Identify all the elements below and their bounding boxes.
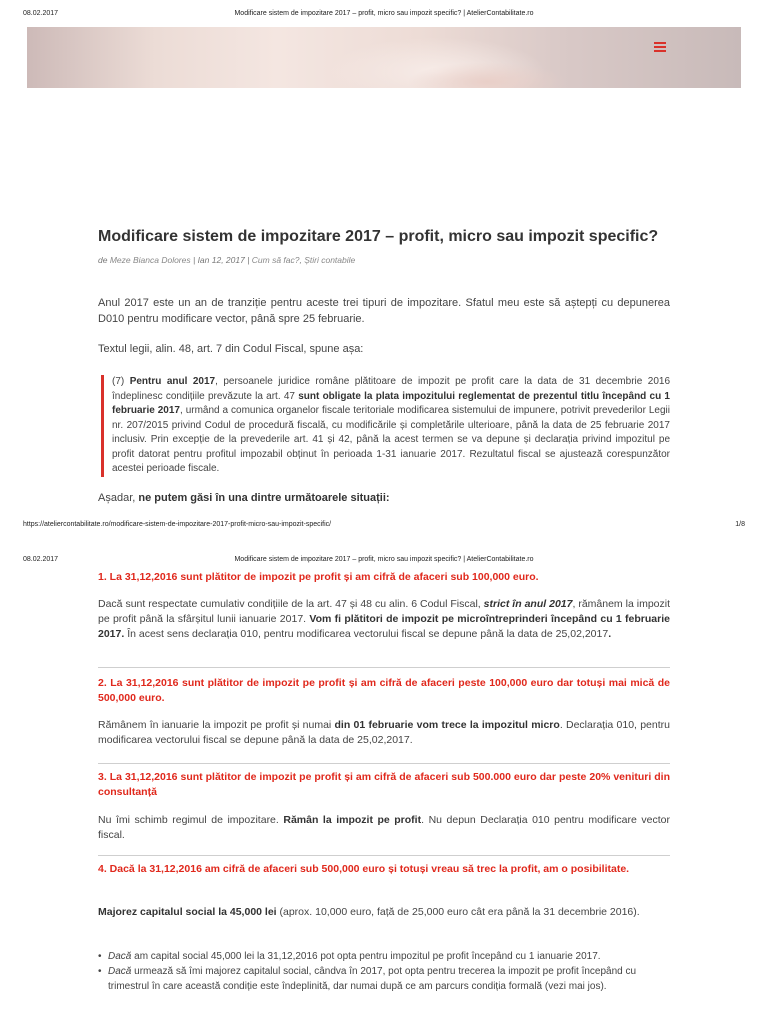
post-date: Ian 12, 2017 [197, 255, 245, 265]
print-date: 08.02.2017 [23, 556, 59, 563]
meta-separator: | [244, 255, 252, 265]
author-link[interactable]: Meze Bianca Dolores [109, 255, 191, 265]
print-title: Modificare sistem de impozitare 2017 – profit, micro sau impozit specific? | AtelierContabilitate.ro [234, 556, 534, 563]
category-link-cum-sa-fac[interactable]: Cum să fac? [251, 255, 300, 265]
print-page-number: 1/8 [735, 521, 745, 528]
article-meta [98, 255, 355, 265]
print-title: Modificare sistem de impozitare 2017 – profit, micro sau impozit specific? | AtelierContabilitate.ro [234, 10, 534, 17]
section-heading-1: 1. La 31,12,2016 sunt plătitor de impozit pe profit și am cifră de afaceri sub 100,000 euro. [98, 571, 539, 583]
section-body-3: Nu îmi schimb regimul de impozitare. Rămân la impozit pe profit. Nu depun Declarația 010 pentru modificare vector fiscal. [98, 814, 670, 841]
divider [98, 667, 670, 668]
print-url: https://ateliercontabilitate.ro/modificare-sistem-de-impozitare-2017-profit-micro-sau-impozit-specific/ [23, 521, 332, 528]
list-item: • Dacă urmează să îmi majorez capitalul social, cândva în 2017, pot opta pentru trecerea la impozit pe profit începând cu trimestrul în care această condiție este îndeplinită, dar numai după ce am parcurs condiția formală (vezi mai jos). [98, 964, 670, 994]
category-link-stiri-contabile[interactable]: Știri contabile [304, 255, 356, 265]
section-body-4: Majorez capitalul social la 45,000 lei (aprox. 10,000 euro, față de 25,000 euro cât era până la 31 decembrie 2016). [98, 906, 640, 918]
law-reference: Textul legii, alin. 48, art. 7 din Codul Fiscal, spune așa: [98, 343, 364, 355]
meta-prefix: de [98, 255, 110, 265]
law-quote: (7) Pentru anul 2017, persoanele juridice române plătitoare de impozit pe profit care la data de 31 decembrie 2016 îndeplinesc condițiile prevăzute la art. 47 sunt obligate la plata impozitului reglementat de prezentul titlu începând cu 1 februarie 2017, urmând a comunica organelor fiscale teritoriale modificarea sistemului de impunere, potrivit prevederilor Legii nr. 207/2015 privind Codul de procedură fiscală, cu modificările și completările ulterioare, până la data de 25 februarie 2017 inclusiv. Prin excepție de la prevederile art. 41 și 42, până la acest termen se va depune și declarația privind impozitul pe profit datorat pentru profitul impozabil obținut în perioada 1-31 ianuarie 2017. Rezultatul fiscal se ajustează corespunzător acestei perioade fiscale. [101, 375, 670, 477]
section-heading-2: 2. La 31,12,2016 sunt plătitor de impozit pe profit și am cifră de afaceri peste 100,000 euro dar totuși mai mică de 500,000 euro. [98, 677, 670, 704]
print-date: 08.02.2017 [23, 10, 59, 17]
intro-paragraph: Anul 2017 este un an de tranziție pentru aceste trei tipuri de impozitare. Sfatul meu este să aștepți cu depunerea D010 pentru modificare vector, până spre 25 februarie. [98, 297, 670, 325]
hamburger-menu-icon[interactable] [654, 42, 666, 52]
divider [98, 855, 670, 856]
section-heading-4: 4. Dacă la 31,12,2016 am cifră de afaceri sub 500,000 euro și totuși vreau să trec la profit, am o posibilitate. [98, 863, 630, 875]
hero-banner [27, 27, 741, 88]
section-body-1: Dacă sunt respectate cumulativ condițiile de la art. 47 și 48 cu alin. 6 Codul Fiscal, strict în anul 2017, rămânem la impozit pe profit până la sfârșitul lunii ianuarie 2017. Vom fi plătitori de impozit pe microîntreprinderi începând cu 1 februarie 2017. În acest sens declarația 010, pentru modificarea vectorului fiscal se depune până la data de 25,02,2017. [98, 598, 671, 640]
list-item: • Dacă am capital social 45,000 lei la 31,12,2016 pot opta pentru impozitul pe profit începând cu 1 ianuarie 2017. [98, 949, 670, 964]
divider [98, 763, 670, 764]
section-body-2: Rămânem în ianuarie la impozit pe profit și numai din 01 februarie vom trece la impozitul micro. Declarația 010, pentru modificarea vectorului fiscal se depune până la data de 25,02,2017. [98, 719, 670, 746]
section-heading-3: 3. La 31,12,2016 sunt plătitor de impozit pe profit și am cifră de afaceri sub 500.000 euro dar peste 20% venituri din consultanță [98, 771, 670, 798]
option-list [98, 949, 670, 994]
meta-comma: , [299, 255, 305, 265]
situations-lead-in: Așadar, ne putem găsi în una dintre următoarele situații: [98, 492, 390, 504]
meta-separator: | [190, 255, 198, 265]
article-title: Modificare sistem de impozitare 2017 – profit, micro sau impozit specific? [98, 228, 659, 245]
